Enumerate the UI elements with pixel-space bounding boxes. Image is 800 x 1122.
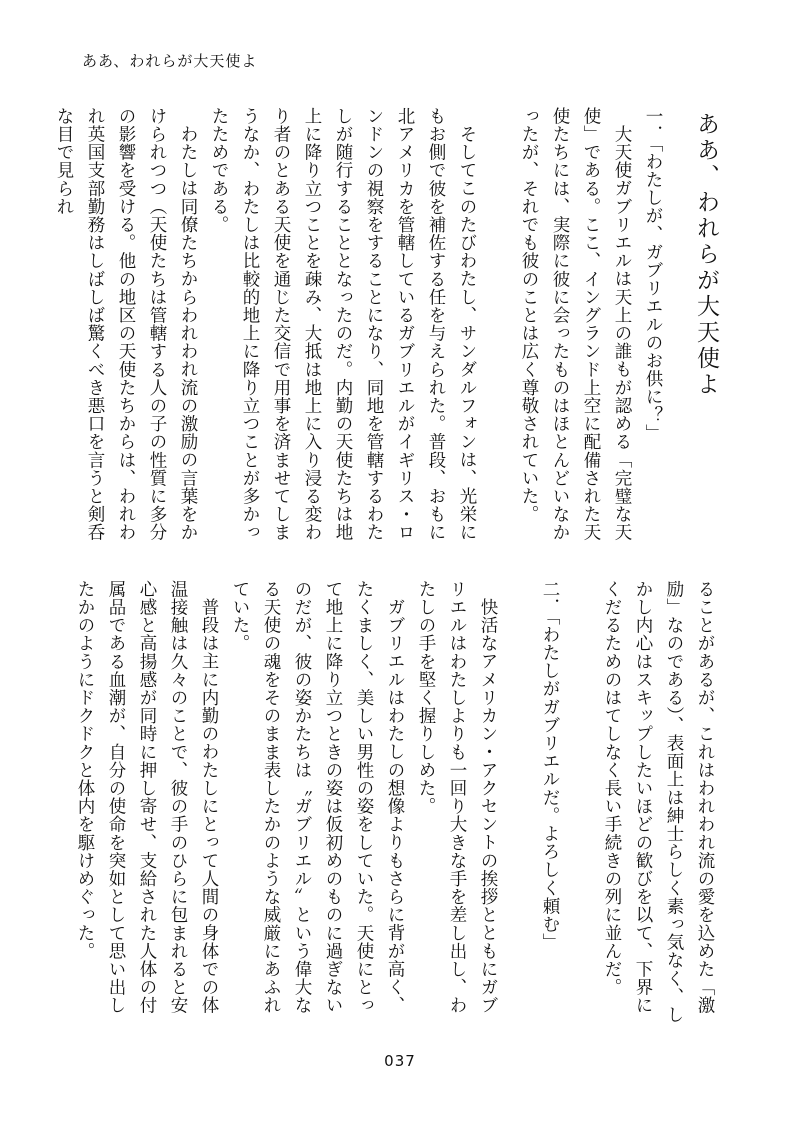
body-paragraph: 快活なアメリカン・アクセントの挨拶とともにガブリエルはわたしよりも一回り大きな手を差し出し、わたしの手を堅く握りしめた。 — [416, 580, 498, 1015]
running-header: ああ、われらが大天使よ — [82, 52, 258, 70]
lower-body-text — [75, 580, 720, 1025]
body-paragraph: 普段は主に内勤のわたしにとって人間の身体での体温接触は久々のことで、彼の手のひらに包まれると安心感と高揚感が同時に押し寄せ、支給された人体の付属品である血潮が、自分の使命を突如として思い出したかのようにドクドクと体内を駆けめぐった。 — [75, 580, 219, 1015]
body-paragraph: 大天使ガブリエルは天上の誰もが認める「完璧な天使」である。ここ、イングランド上空に配備された天使たちには、実際に彼に会ったものはほとんどいなかったが、それでも彼のことは広く尊敬されていた。 — [519, 107, 632, 542]
blank-line — [565, 580, 596, 1025]
chapter-title: ああ、われらが大天使よ — [693, 112, 719, 398]
blank-line — [482, 107, 513, 547]
body-paragraph: そしてこのたびわたし、サンダルフォンは、光栄にもお側で彼を補佐する任を与えられた。普段、おもに北アメリカを管轄しているガブリエルがイギリス・ロンドンの視察をすることになり、同地を管轄するわたしが随行することとなったのだ。内勤の天使たちは地上に降り立つことを疎み、大抵は地上に入り浸る変わり者のとある天使を通じた交信で用事を済ませてしまうなか、わたしは比較的地上に降り立つことが多かったためである。 — [209, 107, 477, 542]
body-paragraph-continued: ることがあるが、これはわれわれ流の愛を込めた「激励」なのである）、表面上は紳士らしく素っ気なく、しかし内心はスキップしたいほどの歓びを以て、下界にくだるためのはてしなく長い手続きの列に並んだ。 — [602, 580, 715, 1024]
section-1-heading: 一．「わたしが、ガブリエルのお供に？」 — [643, 107, 663, 443]
upper-body-text — [54, 107, 668, 547]
body-paragraph: わたしは同僚たちからわれわれ流の激励の言葉をかけられつつ（天使たちは管轄する人の子の性質に多分の影響を受ける。他の地区の天使たちからは、われわれ英国支部勤務はしばしば驚くべき悪口を言うと剣呑な目で見られ — [54, 107, 198, 542]
section-2-heading: 二．「わたしがガブリエルだ。よろしく頼む」 — [540, 580, 560, 952]
page-number: 037 — [384, 1052, 416, 1070]
blank-line — [503, 580, 534, 1025]
body-paragraph: ガブリエルはわたしの想像よりもさらに背が高く、たくましく、美しい男性の姿をしていた。天使にとって地上に降り立つときの姿は仮初めのものに過ぎないのだが、彼の姿かたちは〝ガブリエル〟という偉大なる天使の魂をそのまま表したかのような威厳にあふれていた。 — [230, 580, 405, 1015]
